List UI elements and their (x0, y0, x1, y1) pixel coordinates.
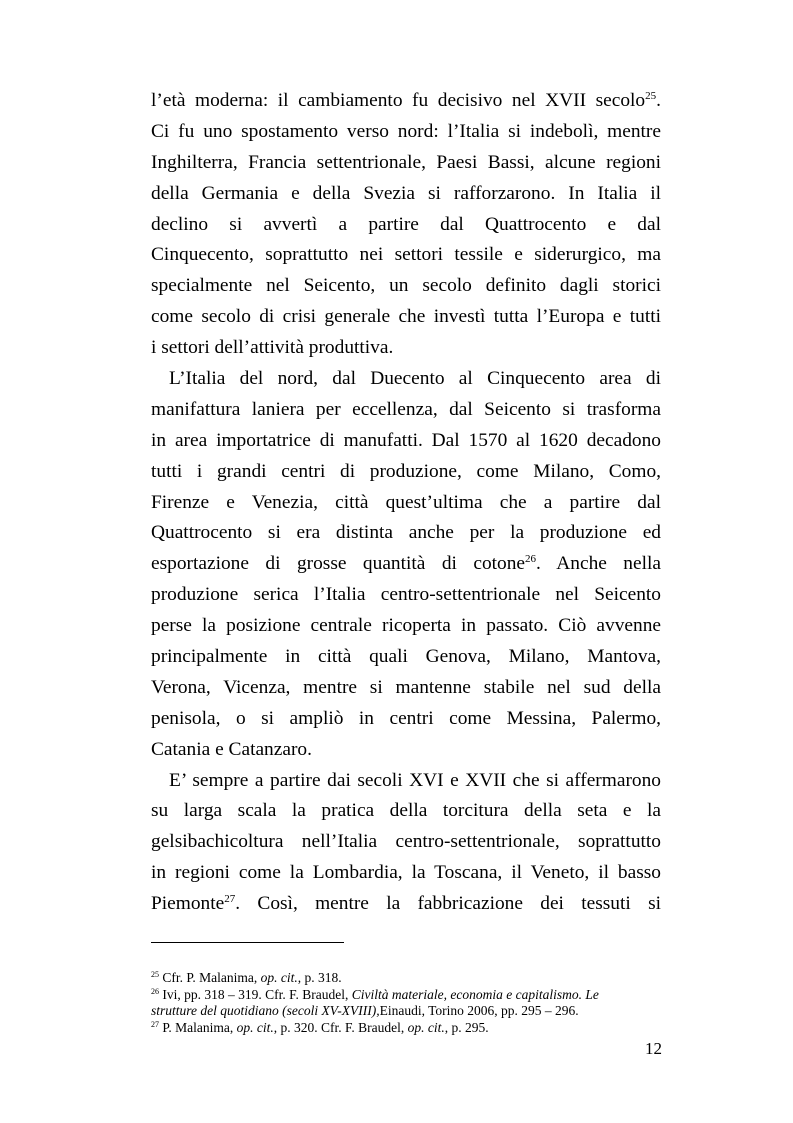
text-line: gelsibachicoltura nell’Italia centro-settentrionale, soprattutto (151, 831, 661, 853)
text-line: manifattura laniera per eccellenza, dal Seicento si trasforma (151, 398, 661, 420)
text-line: Firenze e Venezia, città quest’ultima che a partire dal (151, 491, 661, 513)
body-text (151, 86, 661, 920)
text-line: Cinquecento, soprattutto nei settori tessile e siderurgico, ma (151, 244, 661, 266)
text-line: tutti i grandi centri di produzione, come Milano, Como, (151, 460, 661, 482)
footnote-ref-27[interactable]: 27 (224, 893, 236, 906)
text-line: l’età moderna: il cambiamento fu decisivo nel XVII secolo$^{25}$. (151, 90, 661, 111)
text-line: L’Italia del nord, dal Duecento al Cinquecento area di (169, 368, 661, 390)
text-line: Catania e Catanzaro. (151, 738, 312, 760)
paragraph-3 (151, 766, 661, 920)
text-line: Quattrocento si era distinta anche per la produzione ed (151, 522, 661, 544)
text-line: Inghilterra, Francia settentrionale, Paesi Bassi, alcune regioni (151, 151, 661, 173)
footnote-ref-26[interactable]: 26 (525, 553, 537, 566)
footnote-27: $^{27}$ P. Malanima, op. cit., p. 320. Cfr. F. Braudel, op. cit., p. 295. (151, 1019, 489, 1035)
text-line: Verona, Vicenza, mentre si mantenne stabile nel sud della (151, 676, 661, 698)
footnote-26: $^{26}$ Ivi, pp. 318 – 319. Cfr. F. Braudel, Civiltà materiale, economia e capitalismo. Le (151, 986, 599, 1002)
text-line: E’ sempre a partire dai secoli XVI e XVII che si affermarono (169, 769, 661, 791)
paragraph-1 (151, 86, 661, 364)
text-line: perse la posizione centrale ricoperta in passato. Ciò avvenne (151, 615, 661, 637)
text-line: Ci fu uno spostamento verso nord: l’Italia si indebolì, mentre (151, 120, 661, 142)
footnote-ref-25[interactable]: 25 (645, 90, 657, 102)
footnote-26-continued: strutture del quotidiano (secoli XV-XVIII),Einaudi, Torino 2006, pp. 295 – 296. (151, 1003, 579, 1019)
text-line: specialmente nel Seicento, un secolo definito dagli storici (151, 275, 661, 297)
text-line: penisola, o si ampliò in centri come Messina, Palermo, (151, 707, 661, 729)
text-line: della Germania e della Svezia si rafforzarono. In Italia il (151, 182, 661, 204)
text-line: declino si avvertì a partire dal Quattrocento e dal (151, 213, 661, 235)
text-line: produzione serica l’Italia centro-settentrionale nel Seicento (151, 584, 661, 606)
page-number: 12 (645, 1039, 662, 1058)
text-line: i settori dell’attività produttiva. (151, 337, 394, 359)
text-line: in regioni come la Lombardia, la Toscana, il Veneto, il basso (151, 862, 661, 884)
footnote-25: $^{25}$ Cfr. P. Malanima, op. cit., p. 318. (151, 970, 342, 985)
text-line: come secolo di crisi generale che investì tutta l’Europa e tutti (151, 306, 661, 328)
paragraph-2 (151, 364, 661, 766)
footnotes (151, 970, 661, 1036)
text-line: in area importatrice di manufatti. Dal 1570 al 1620 decadono (151, 429, 661, 451)
text-line: esportazione di grosse quantità di cotone$^{26}$. Anche nella (151, 553, 661, 575)
text-line: su larga scala la pratica della torcitura della seta e la (151, 800, 661, 822)
footnote-separator (151, 942, 344, 943)
text-line: Piemonte$^{27}$. Così, mentre la fabbricazione dei tessuti si (151, 893, 661, 915)
text-line: principalmente in città quali Genova, Milano, Mantova, (151, 646, 661, 668)
